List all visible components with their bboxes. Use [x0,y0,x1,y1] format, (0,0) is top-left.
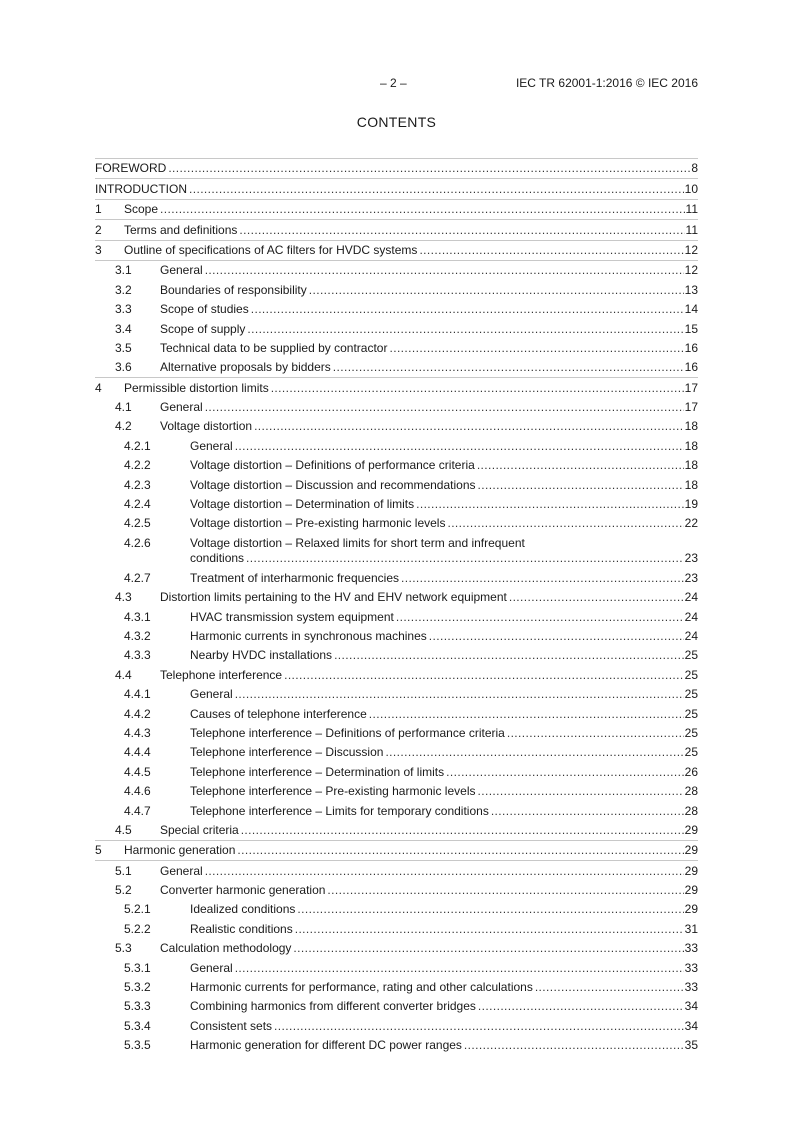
toc-entry[interactable] [95,939,698,958]
toc-leader-dots [478,784,684,799]
toc-entry-title: General [160,400,203,415]
toc-entry-title: Harmonic currents for performance, rating and other calculations [190,980,533,995]
toc-entry-page: 24 [684,590,698,605]
toc-entry-title: Telephone interference – Determination of limits [190,764,445,779]
toc-entry-title: Telephone interference – Pre-existing harmonic levels [190,784,476,799]
toc-entry[interactable] [95,398,698,417]
toc-leader-dots [464,1038,684,1053]
toc-entry[interactable] [95,704,698,723]
toc-entry-page: 34 [684,1018,698,1033]
toc-entry[interactable] [95,1016,698,1035]
toc-entry-page: 25 [684,745,698,760]
toc-entry-page: 13 [684,282,698,297]
toc-entry-number: 1 [95,202,102,217]
toc-entry[interactable] [95,801,698,820]
toc-leader-dots [327,883,683,898]
toc-entry[interactable] [95,627,698,646]
toc-leader-dots [334,648,684,663]
toc-entry-number: 4.4.2 [124,706,151,721]
toc-entry-page: 25 [684,725,698,740]
toc-entry-title: Special criteria [160,822,239,837]
toc-entry-number: 4.5 [115,822,132,837]
toc-entry-number: 4.2.2 [124,458,151,473]
toc-entry-title: Consistent sets [190,1018,273,1033]
toc-entry-title: General [190,960,233,975]
toc-leader-dots [491,804,684,819]
toc-leader-dots [247,322,683,337]
toc-entry-page: 10 [684,181,698,196]
toc-entry-page: 17 [684,380,698,395]
toc-leader-dots [385,745,683,760]
toc-entry[interactable] [95,568,698,587]
toc-entry-page: 23 [684,570,698,585]
toc-entry[interactable] [95,762,698,781]
toc-entry-title: Technical data to be supplied by contractor [160,340,388,355]
toc-entry[interactable] [95,199,698,219]
toc-entry-number: 5.3 [115,941,132,956]
toc-entry[interactable] [95,840,698,860]
toc-entry-number: 3.6 [115,360,132,375]
toc-entry-page: 18 [684,458,698,473]
toc-entry[interactable] [95,997,698,1016]
toc-entry-title: Realistic conditions [190,921,293,936]
toc-entry-number: 4.4.7 [124,803,151,818]
toc-entry-page: 16 [684,340,698,355]
toc-entry-page: 12 [684,242,698,257]
toc-entry-page: 25 [684,706,698,721]
toc-entry-title: Causes of telephone interference [190,706,367,721]
toc-entry-title: Voltage distortion – Determination of limits [190,497,415,512]
toc-entry-number: 4.2.6 [124,536,151,551]
toc-leader-dots [295,922,684,937]
toc-entry-number: 5.2.2 [124,921,151,936]
toc-entry-number: 4.4.5 [124,764,151,779]
toc-entry-title: Scope [124,202,159,217]
toc-entry-title: General [160,263,203,278]
toc-leader-dots [478,478,684,493]
toc-entry[interactable] [95,821,698,840]
toc-entry[interactable] [95,958,698,977]
toc-entry-number: 5.3.4 [124,1018,151,1033]
toc-entry[interactable] [95,514,698,533]
toc-entry[interactable] [95,280,698,299]
toc-entry[interactable] [95,1036,698,1055]
toc-entry[interactable] [95,533,698,568]
toc-entry[interactable] [95,300,698,319]
toc-entry-page: 14 [684,302,698,317]
toc-leader-dots [254,419,684,434]
toc-entry-number: 4.3.1 [124,609,151,624]
toc-entry-number: 4.2.5 [124,516,151,531]
toc-entry-number: 4.4 [115,667,132,682]
toc-entry-title: Nearby HVDC installations [190,648,333,663]
toc-entry[interactable] [95,978,698,997]
toc-leader-dots [507,726,684,741]
toc-leader-dots [235,439,684,454]
toc-leader-dots [401,571,684,586]
toc-entry-title: General [190,687,233,702]
toc-entry-title: Telephone interference – Discussion [190,745,384,760]
toc-entry-page: 8 [691,161,698,176]
toc-entry[interactable] [95,860,698,880]
toc-entry-number: 4.4.3 [124,725,151,740]
toc-entry-title: Alternative proposals by bidders [160,360,331,375]
toc-entry[interactable] [95,436,698,455]
toc-entry-page: 34 [684,999,698,1014]
toc-entry-page: 24 [684,609,698,624]
toc-entry-title: Terms and definitions [124,222,238,237]
toc-entry-title: Telephone interference – Limits for temporary conditions [190,803,489,818]
toc-entry-title: Scope of supply [160,321,246,336]
toc-entry-page: 29 [684,822,698,837]
toc-entry-title: Treatment of interharmonic frequencies [190,570,399,585]
toc-entry-number: 4.4.4 [124,745,151,760]
toc-entry-page: 29 [684,863,698,878]
toc-entry[interactable] [95,158,698,178]
toc-entry-page: 16 [684,360,698,375]
toc-entry-number: 4.2.7 [124,570,151,585]
toc-entry-page: 29 [684,902,698,917]
toc-leader-dots [205,864,684,879]
toc-entry-number: 5.3.5 [124,1038,151,1053]
toc-entry-page: 11 [685,202,698,217]
toc-entry-page: 18 [684,477,698,492]
toc-entry-page: 33 [684,960,698,975]
toc-entry-number: 4 [95,380,102,395]
toc-leader-dots [509,590,684,605]
toc-entry-title: Telephone interference – Definitions of performance criteria [190,725,505,740]
toc-entry-title: Permissible distortion limits [124,380,269,395]
toc-leader-dots [369,707,684,722]
toc-entry[interactable] [95,646,698,665]
toc-leader-dots [160,202,685,217]
toc-entry-number: 5.3.2 [124,980,151,995]
toc-entry-title: Calculation methodology [160,941,292,956]
toc-entry-number: 5.3.1 [124,960,151,975]
table-of-contents [95,158,698,1055]
document-id: IEC TR 62001-1:2016 © IEC 2016 [515,76,698,90]
toc-entry-number: 4.3 [115,590,132,605]
toc-entry-title: Outline of specifications of AC filters for HVDC systems [124,242,418,257]
toc-entry[interactable] [95,588,698,607]
toc-entry-page: 33 [684,941,698,956]
toc-leader-dots [416,497,684,512]
toc-entry[interactable] [95,782,698,801]
toc-entry-number: 4.2 [115,419,132,434]
toc-entry-page: 31 [684,921,698,936]
toc-leader-dots [241,823,684,838]
toc-entry-title: General [160,863,203,878]
toc-entry-number: 3.5 [115,340,132,355]
toc-entry-number: 4.4.1 [124,687,151,702]
toc-entry-page: 23 [684,551,698,566]
toc-entry[interactable] [95,665,698,684]
toc-entry-page: 29 [684,843,698,858]
toc-entry-number: 5.2 [115,883,132,898]
toc-entry-page: 25 [684,648,698,663]
toc-entry[interactable] [95,743,698,762]
toc-leader-dots [297,902,683,917]
toc-entry[interactable] [95,456,698,475]
toc-entry-title: Harmonic currents in synchronous machines [190,628,427,643]
toc-entry[interactable] [95,339,698,358]
toc-entry[interactable] [95,724,698,743]
toc-leader-dots [389,341,683,356]
toc-entry-number: 4.1 [115,400,132,415]
toc-leader-dots [205,263,684,278]
toc-entry-page: 28 [684,803,698,818]
toc-entry[interactable] [95,685,698,704]
toc-entry-title: Scope of studies [160,302,249,317]
toc-entry-title: Telephone interference [160,667,283,682]
toc-entry-page: 24 [684,628,698,643]
toc-entry-page: 18 [684,419,698,434]
toc-entry-page: 11 [685,222,698,237]
toc-entry-page: 33 [684,980,698,995]
toc-leader-dots [274,1019,684,1034]
toc-entry-title: Voltage distortion – Relaxed limits for short term and infrequent [190,536,525,551]
toc-entry-title: FOREWORD [95,161,167,176]
toc-entry-title: INTRODUCTION [95,181,187,196]
toc-entry-page: 25 [684,687,698,702]
toc-entry-page: 29 [684,883,698,898]
toc-entry[interactable] [95,919,698,938]
toc-leader-dots [235,961,684,976]
toc-entry-title: Converter harmonic generation [160,883,326,898]
toc-entry-title-continued: conditions [190,551,245,566]
toc-leader-dots [293,941,683,956]
toc-entry-title: Harmonic generation [124,843,236,858]
toc-entry[interactable] [95,260,698,280]
toc-leader-dots [205,400,684,415]
toc-entry-title: Combining harmonics from different converter bridges [190,999,476,1014]
toc-entry[interactable] [95,319,698,338]
toc-entry-number: 4.2.1 [124,438,151,453]
toc-entry-title: Voltage distortion [160,419,253,434]
toc-leader-dots [246,551,684,566]
toc-entry[interactable] [95,475,698,494]
toc-entry-number: 3.2 [115,282,132,297]
toc-leader-dots [239,223,684,238]
toc-entry-title: General [190,438,233,453]
toc-leader-dots [168,161,690,176]
toc-entry-page: 17 [684,400,698,415]
toc-entry-number: 3 [95,242,102,257]
toc-entry-title: Harmonic generation for different DC power ranges [190,1038,462,1053]
toc-entry-number: 4.2.3 [124,477,151,492]
toc-entry-title: Voltage distortion – Definitions of performance criteria [190,458,475,473]
toc-entry-number: 5.2.1 [124,902,151,917]
toc-entry-number: 3.4 [115,321,132,336]
toc-leader-dots [189,182,684,197]
toc-entry-page: 25 [684,667,698,682]
toc-entry-title: Distortion limits pertaining to the HV and EHV network equipment [160,590,507,605]
toc-entry-number: 4.4.6 [124,784,151,799]
toc-entry-number: 4.3.3 [124,648,151,663]
toc-entry-number: 4.3.2 [124,628,151,643]
toc-entry-page: 28 [684,784,698,799]
page-number: – 2 – [380,76,407,90]
toc-entry-number: 5.3.3 [124,999,151,1014]
toc-entry[interactable] [95,881,698,900]
toc-entry[interactable] [95,240,698,260]
toc-entry[interactable] [95,377,698,397]
toc-entry[interactable] [95,495,698,514]
toc-leader-dots [251,302,684,317]
toc-leader-dots [446,765,684,780]
toc-entry-title: Idealized conditions [190,902,296,917]
toc-leader-dots [535,980,684,995]
toc-leader-dots [477,458,684,473]
toc-entry[interactable] [95,178,698,198]
toc-leader-dots [309,283,684,298]
toc-leader-dots [235,687,684,702]
toc-leader-dots [284,668,684,683]
toc-entry[interactable] [95,900,698,919]
toc-entry[interactable] [95,607,698,626]
toc-entry-page: 19 [684,497,698,512]
toc-entry[interactable] [95,358,698,377]
toc-entry-page: 26 [684,764,698,779]
toc-entry-title: Voltage distortion – Discussion and recommendations [190,477,476,492]
toc-entry-page: 35 [684,1038,698,1053]
page-header [96,76,698,92]
toc-leader-dots [429,629,684,644]
toc-leader-dots [478,999,684,1014]
toc-entry-number: 3.1 [115,263,132,278]
toc-entry-page: 15 [684,321,698,336]
toc-entry-number: 5.1 [115,863,132,878]
toc-leader-dots [333,360,684,375]
toc-leader-dots [237,843,683,858]
toc-entry-page: 12 [684,263,698,278]
toc-entry-title: HVAC transmission system equipment [190,609,394,624]
toc-leader-dots [447,516,683,531]
toc-entry-page: 18 [684,438,698,453]
toc-entry-title: Boundaries of responsibility [160,282,307,297]
toc-entry-number: 2 [95,222,102,237]
toc-entry[interactable] [95,417,698,436]
toc-entry-number: 3.3 [115,302,132,317]
toc-entry-title: Voltage distortion – Pre-existing harmonic levels [190,516,446,531]
toc-entry-number: 5 [95,843,102,858]
toc-leader-dots [271,381,684,396]
toc-leader-dots [419,243,683,258]
toc-leader-dots [396,610,684,625]
toc-entry-number: 4.2.4 [124,497,151,512]
contents-title: CONTENTS [356,114,437,130]
toc-entry[interactable] [95,219,698,239]
toc-entry-page: 22 [684,516,698,531]
